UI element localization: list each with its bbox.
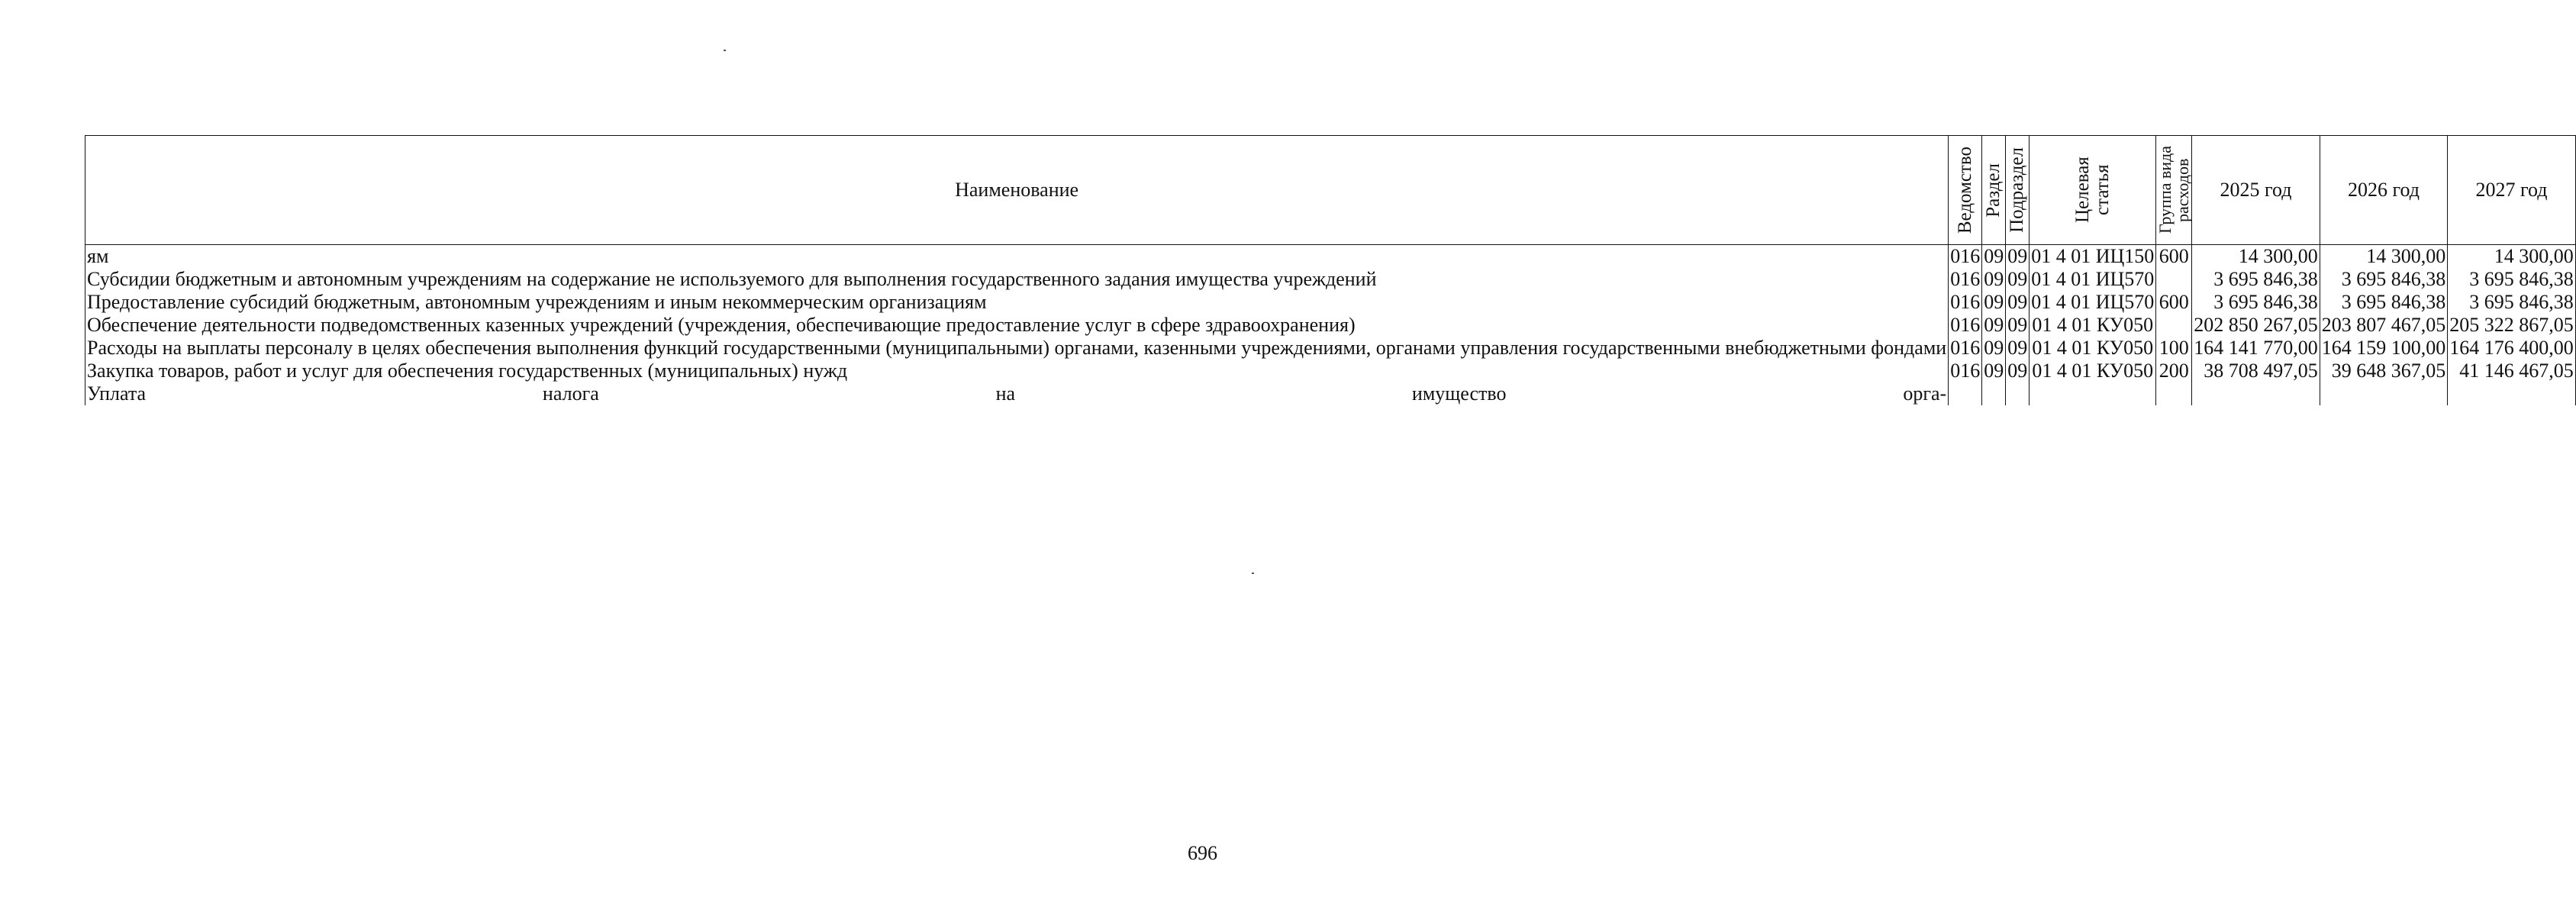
table-row [85, 382, 2576, 405]
row-2026: 3 695 846,38 [2320, 268, 2448, 291]
row-2025 [2192, 382, 2320, 405]
table-row [85, 360, 2576, 382]
row-razdel: 09 [1982, 291, 2006, 314]
row-name: ям [85, 245, 1949, 269]
row-razdel: 09 [1982, 314, 2006, 337]
col-2027: 2027 год [2448, 136, 2576, 245]
budget-table [85, 135, 2576, 405]
col-2025: 2025 год [2192, 136, 2320, 245]
row-podrazdel [2006, 382, 2030, 405]
row-name: Уплата налога на имущество орга- [85, 382, 1949, 405]
row-target [2030, 382, 2156, 405]
row-podrazdel: 09 [2006, 360, 2030, 382]
col-group: Группа вида расходов [2156, 136, 2192, 245]
row-2026: 3 695 846,38 [2320, 291, 2448, 314]
row-target: 01 4 01 КУ050 [2030, 314, 2156, 337]
row-group: 600 [2156, 245, 2192, 269]
row-2027: 3 695 846,38 [2448, 268, 2576, 291]
row-2027: 3 695 846,38 [2448, 291, 2576, 314]
row-razdel: 09 [1982, 245, 2006, 269]
col-name: Наименование [85, 136, 1949, 245]
row-ved: 016 [1949, 360, 1982, 382]
row-2025: 202 850 267,05 [2192, 314, 2320, 337]
row-razdel: 09 [1982, 268, 2006, 291]
row-2026: 14 300,00 [2320, 245, 2448, 269]
row-group [2156, 382, 2192, 405]
row-razdel: 09 [1982, 360, 2006, 382]
row-group: 200 [2156, 360, 2192, 382]
col-razdel: Раздел [1982, 136, 2006, 245]
row-2027 [2448, 382, 2576, 405]
row-2027: 14 300,00 [2448, 245, 2576, 269]
col-2026: 2026 год [2320, 136, 2448, 245]
row-group: 100 [2156, 337, 2192, 360]
row-2025: 14 300,00 [2192, 245, 2320, 269]
row-2025: 3 695 846,38 [2192, 268, 2320, 291]
row-2026: 164 159 100,00 [2320, 337, 2448, 360]
scan-speck [1252, 572, 1254, 574]
table-row [85, 291, 2576, 314]
row-ved: 016 [1949, 291, 1982, 314]
row-group [2156, 268, 2192, 291]
row-podrazdel: 09 [2006, 337, 2030, 360]
row-ved: 016 [1949, 245, 1982, 269]
table-row [85, 314, 2576, 337]
row-2026 [2320, 382, 2448, 405]
scan-speck [724, 50, 726, 51]
row-ved: 016 [1949, 337, 1982, 360]
col-target: Целевая статья [2030, 136, 2156, 245]
row-razdel [1982, 382, 2006, 405]
row-2025: 38 708 497,05 [2192, 360, 2320, 382]
row-ved [1949, 382, 1982, 405]
row-group: 600 [2156, 291, 2192, 314]
col-podrazdel: Подраздел [2006, 136, 2030, 245]
row-2027: 164 176 400,00 [2448, 337, 2576, 360]
row-podrazdel: 09 [2006, 291, 2030, 314]
row-target: 01 4 01 ИЦ570 [2030, 291, 2156, 314]
row-2026: 39 648 367,05 [2320, 360, 2448, 382]
col-vedomstvo: Ведомство [1949, 136, 1982, 245]
row-name: Предоставление субсидий бюджетным, автономным учреждениям и иным некоммерческим организациям [85, 291, 1949, 314]
row-razdel: 09 [1982, 337, 2006, 360]
row-target: 01 4 01 ИЦ150 [2030, 245, 2156, 269]
row-podrazdel: 09 [2006, 314, 2030, 337]
row-podrazdel: 09 [2006, 268, 2030, 291]
row-2025: 3 695 846,38 [2192, 291, 2320, 314]
table-row [85, 245, 2576, 269]
row-name: Субсидии бюджетным и автономным учреждениям на содержание не используемого для выполнения государственного задания имущества учреждений [85, 268, 1949, 291]
row-2027: 41 146 467,05 [2448, 360, 2576, 382]
row-ved: 016 [1949, 314, 1982, 337]
row-2027: 205 322 867,05 [2448, 314, 2576, 337]
row-name: Расходы на выплаты персоналу в целях обеспечения выполнения функций государственными (муниципальными) органами, казенными учреждениями, органами управления государственными внебюджетными фондами [85, 337, 1949, 360]
header-row [85, 136, 2576, 245]
table-row [85, 337, 2576, 360]
row-target: 01 4 01 ИЦ570 [2030, 268, 2156, 291]
row-target: 01 4 01 КУ050 [2030, 360, 2156, 382]
row-name: Обеспечение деятельности подведомственных казенных учреждений (учреждения, обеспечивающие предоставление услуг в сфере здравоохранения) [85, 314, 1949, 337]
table-row [85, 268, 2576, 291]
row-group [2156, 314, 2192, 337]
row-2025: 164 141 770,00 [2192, 337, 2320, 360]
page-number: 696 [1188, 842, 1217, 864]
row-target: 01 4 01 КУ050 [2030, 337, 2156, 360]
row-ved: 016 [1949, 268, 1982, 291]
row-name: Закупка товаров, работ и услуг для обеспечения государственных (муниципальных) нужд [85, 360, 1949, 382]
row-2026: 203 807 467,05 [2320, 314, 2448, 337]
row-podrazdel: 09 [2006, 245, 2030, 269]
